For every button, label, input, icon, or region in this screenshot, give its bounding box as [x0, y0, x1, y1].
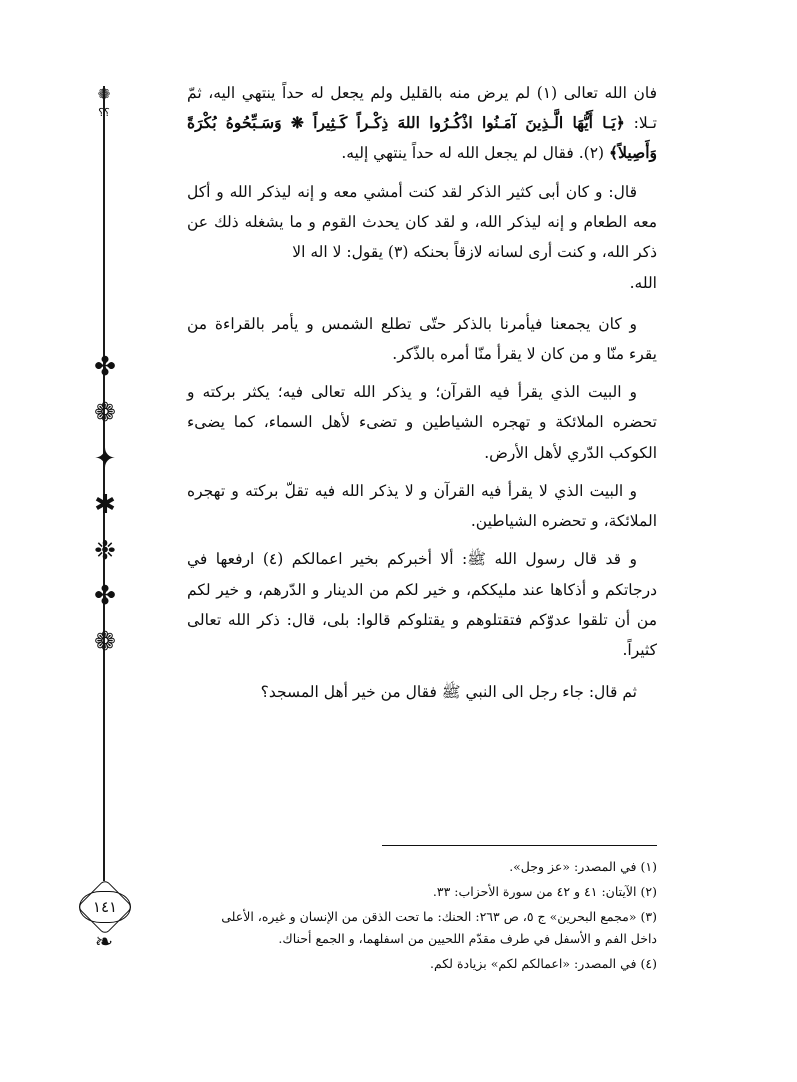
- ornament-glyph-3: ✦: [94, 443, 116, 474]
- body-text-column: [187, 78, 657, 709]
- ornament-glyph-top-secondary: ؟؟: [98, 105, 110, 119]
- paragraph-5: و البيت الذي لا يقرأ فيه القرآن و لا يذكر الله فيه تقلّ بركته و تهجره الملائكة، و تحضره الشياطين.: [187, 481, 657, 531]
- paragraph-1-end: (٢). فقال لم يجعل الله له حداً ينتهي إليه.: [341, 144, 610, 163]
- ornament-glyph-4: ✱: [94, 489, 116, 520]
- footnote-4-marker: (٤): [640, 955, 657, 971]
- footnote-separator: [382, 845, 657, 846]
- paragraph-4: و البيت الذي يقرأ فيه القرآن؛ و يذكر الله تعالى فيه؛ يكثر بركته و تحضره الملائكة و تهجره الشياطين و تضىء لأهل السماء، كما يضىء الكوكب الدّري لأهل الأرض.: [187, 383, 657, 462]
- footnote-2-marker: (٢): [640, 883, 657, 899]
- paragraph-2-tail: الله.: [629, 274, 657, 293]
- top-ornament: [86, 86, 122, 154]
- badge-tail-ornament: ❧: [94, 930, 114, 955]
- ornament-glyph-6: ✤: [94, 581, 116, 612]
- ornament-glyph-2: ❁: [94, 397, 116, 428]
- footnote-3-text: «مجمع البحرين» ج ٥، ص ٢٦٣: الحنك: ما تحت الذقن من الإنسان و غيره، الأعلى: [221, 908, 637, 924]
- quran-quote: ﴿يَـا أَيُّهَا الَّـذِينَ آمَـنُوا اذْكُـرُوا اللهَ ذِكْـراً كَـثِيراً ❋ وَسَـبِّحُوهُ بُكْرَةً وَأَصِيلاً﴾: [187, 113, 657, 163]
- footnote-block: [187, 856, 657, 977]
- footnote-3-marker: (٣): [640, 908, 657, 924]
- ornament-glyph-1: ✤: [94, 352, 116, 382]
- footnote-2-text: الآيتان: ٤١ و ٤٢ من سورة الأحزاب: ٣٣.: [432, 883, 637, 899]
- footnote-3: [187, 906, 657, 950]
- footnote-4-text: في المصدر: «اعمالكم لكم» بزيادة لكم.: [429, 955, 637, 971]
- footnote-4: [187, 953, 657, 975]
- ornament-glyph-top: ❁: [97, 85, 111, 103]
- page-number: ١٤١: [92, 898, 118, 916]
- paragraph-3: و كان يجمعنا فيأمرنا بالذكر حتّى تطلع الشمس و يأمر بالقراءة من يقرء منّا و من كان لا يقرأ منّا أمره بالذّكر.: [187, 314, 657, 363]
- paragraph-6: و قد قال رسول الله ﷺ: ألا أخبركم بخير اعمالكم (٤) ارفعها في درجاتكم و أذكاها عند مليككم، و خير لكم من الدينار و الدّرهم، و خير لكم من أن تلقوا عدوّكم فتقتلوهم و يقتلوكم قالوا: بلى، قال: ذكر الله تعالى كثيراً.: [187, 550, 657, 659]
- ornament-glyph-7: ❁: [94, 627, 116, 658]
- paragraph-1-text: فان الله تعالى (١) لم يرض منه بالقليل ولم يجعل له حداً ينتهي اليه، ثمّ تـلا:: [187, 84, 657, 133]
- paragraph-7: ثم قال: جاء رجل الى النبي ﷺ فقال من خير أهل المسجد؟: [260, 683, 637, 702]
- paragraph-2: قال: و كان أبى كثير الذكر لقد كنت أمشي معه و إنه ليذكر الله و أكل معه الطعام و إنه ليذكر الله، و لقد كان يحدث القوم و ما يشغله ذلك عن ذكر الله، و كنت أرى لسانه لازقاً بحنكه (٣) يقول: لا اله الا: [187, 182, 657, 262]
- page-number-badge: [74, 880, 136, 934]
- footnote-2: [187, 881, 657, 903]
- footnote-1: [187, 856, 657, 878]
- footnote-1-text: في المصدر: «عز وجل».: [509, 859, 637, 874]
- paragraph-1: [187, 78, 657, 169]
- footnote-3-continuation: داخل الفم و الأسفل في طرف مقدّم اللحيين من اسفلهما، و الجمع أحناك.: [278, 930, 657, 946]
- ornament-glyph-5: ❉: [94, 535, 116, 566]
- middle-ornament-cluster: [74, 352, 136, 658]
- footnote-1-marker: (١): [640, 859, 657, 874]
